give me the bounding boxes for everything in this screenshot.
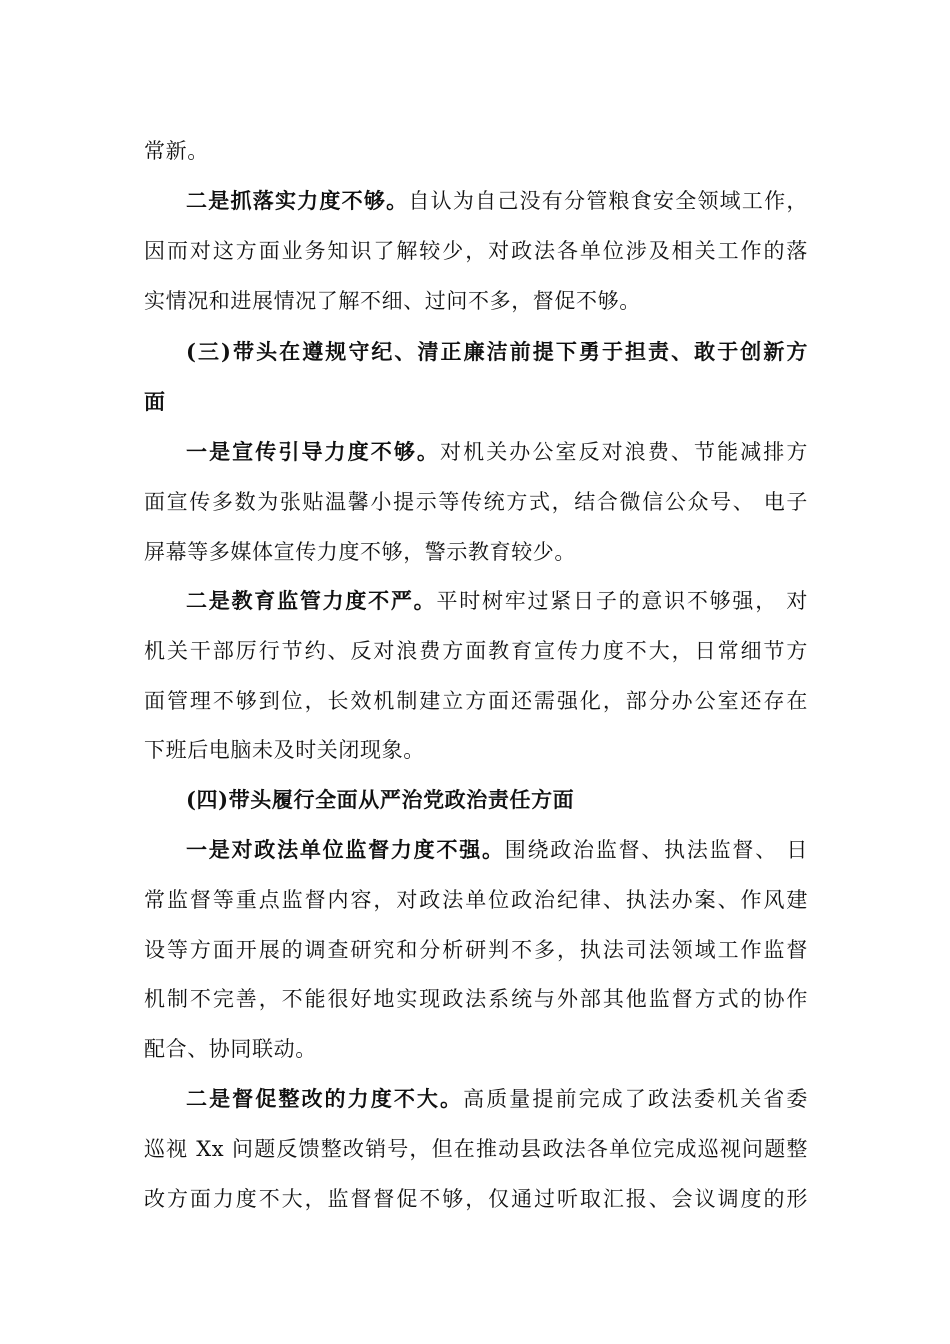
paragraph-heading: 一是对政法单位监督力度不强。 (186, 837, 505, 862)
paragraph-line: 一是宣传引导力度不够。对机关办公室反对浪费、节能减排方 (186, 439, 808, 464)
paragraph-heading: 一是宣传引导力度不够。 (186, 439, 441, 464)
section-heading: (三)带头在遵规守纪、清正廉洁前提下勇于担责、敢于创新方 (186, 339, 808, 364)
paragraph-line: 面宣传多数为张贴温馨小提示等传统方式，结合微信公众号、 电子 (144, 490, 808, 514)
paragraph-line: 下班后电脑未及时关闭现象。 (144, 738, 425, 762)
section-heading-line (186, 785, 808, 815)
section-heading-line (186, 337, 808, 367)
paragraph-line: 巡视 Xx 问题反馈整改销号，但在推动县政法各单位完成巡视问题整 (144, 1137, 808, 1161)
paragraph-line: 因而对这方面业务知识了解较少，对政法各单位涉及相关工作的落 (144, 239, 808, 263)
paragraph-line: 二是督促整改的力度不大。高质量提前完成了政法委机关省委 (186, 1086, 808, 1111)
section-heading-line (144, 387, 808, 417)
paragraph-heading: 二是督促整改的力度不大。 (186, 1086, 464, 1111)
paragraph-line: 一是对政法单位监督力度不强。围绕政治监督、执法监督、 日 (186, 837, 808, 862)
paragraph-line: 配合、协同联动。 (144, 1037, 317, 1061)
paragraph-line: 屏幕等多媒体宣传力度不够，警示教育较少。 (144, 540, 576, 564)
paragraph-line: 机关干部厉行节约、反对浪费方面教育宣传力度不大，日常细节方 (144, 639, 808, 663)
paragraph-line: 二是教育监管力度不严。平时树牢过紧日子的意识不够强， 对 (186, 588, 809, 613)
paragraph-line: 设等方面开展的调查研究和分析研判不多，执法司法领域工作监督 (144, 938, 808, 962)
section-heading: 面 (144, 389, 166, 414)
section-heading: (四)带头履行全面从严治党政治责任方面 (186, 787, 575, 812)
paragraph-line: 面管理不够到位，长效机制建立方面还需强化，部分办公室还存在 (144, 689, 808, 713)
paragraph-heading: 二是教育监管力度不严。 (186, 588, 437, 613)
paragraph-line: 改方面力度不大，监督督促不够，仅通过听取汇报、会议调度的形 (144, 1187, 808, 1211)
paragraph-line: 实情况和进展情况了解不细、过问不多，督促不够。 (144, 289, 641, 313)
paragraph-line: 常新。 (144, 139, 209, 163)
paragraph-line: 常监督等重点监督内容，对政法单位政治纪律、执法办案、作风建 (144, 888, 808, 912)
paragraph-line: 机制不完善，不能很好地实现政法系统与外部其他监督方式的协作 (144, 987, 808, 1011)
paragraph-line: 二是抓落实力度不够。自认为自己没有分管粮食安全领域工作， (186, 188, 808, 213)
paragraph-heading: 二是抓落实力度不够。 (186, 188, 409, 213)
